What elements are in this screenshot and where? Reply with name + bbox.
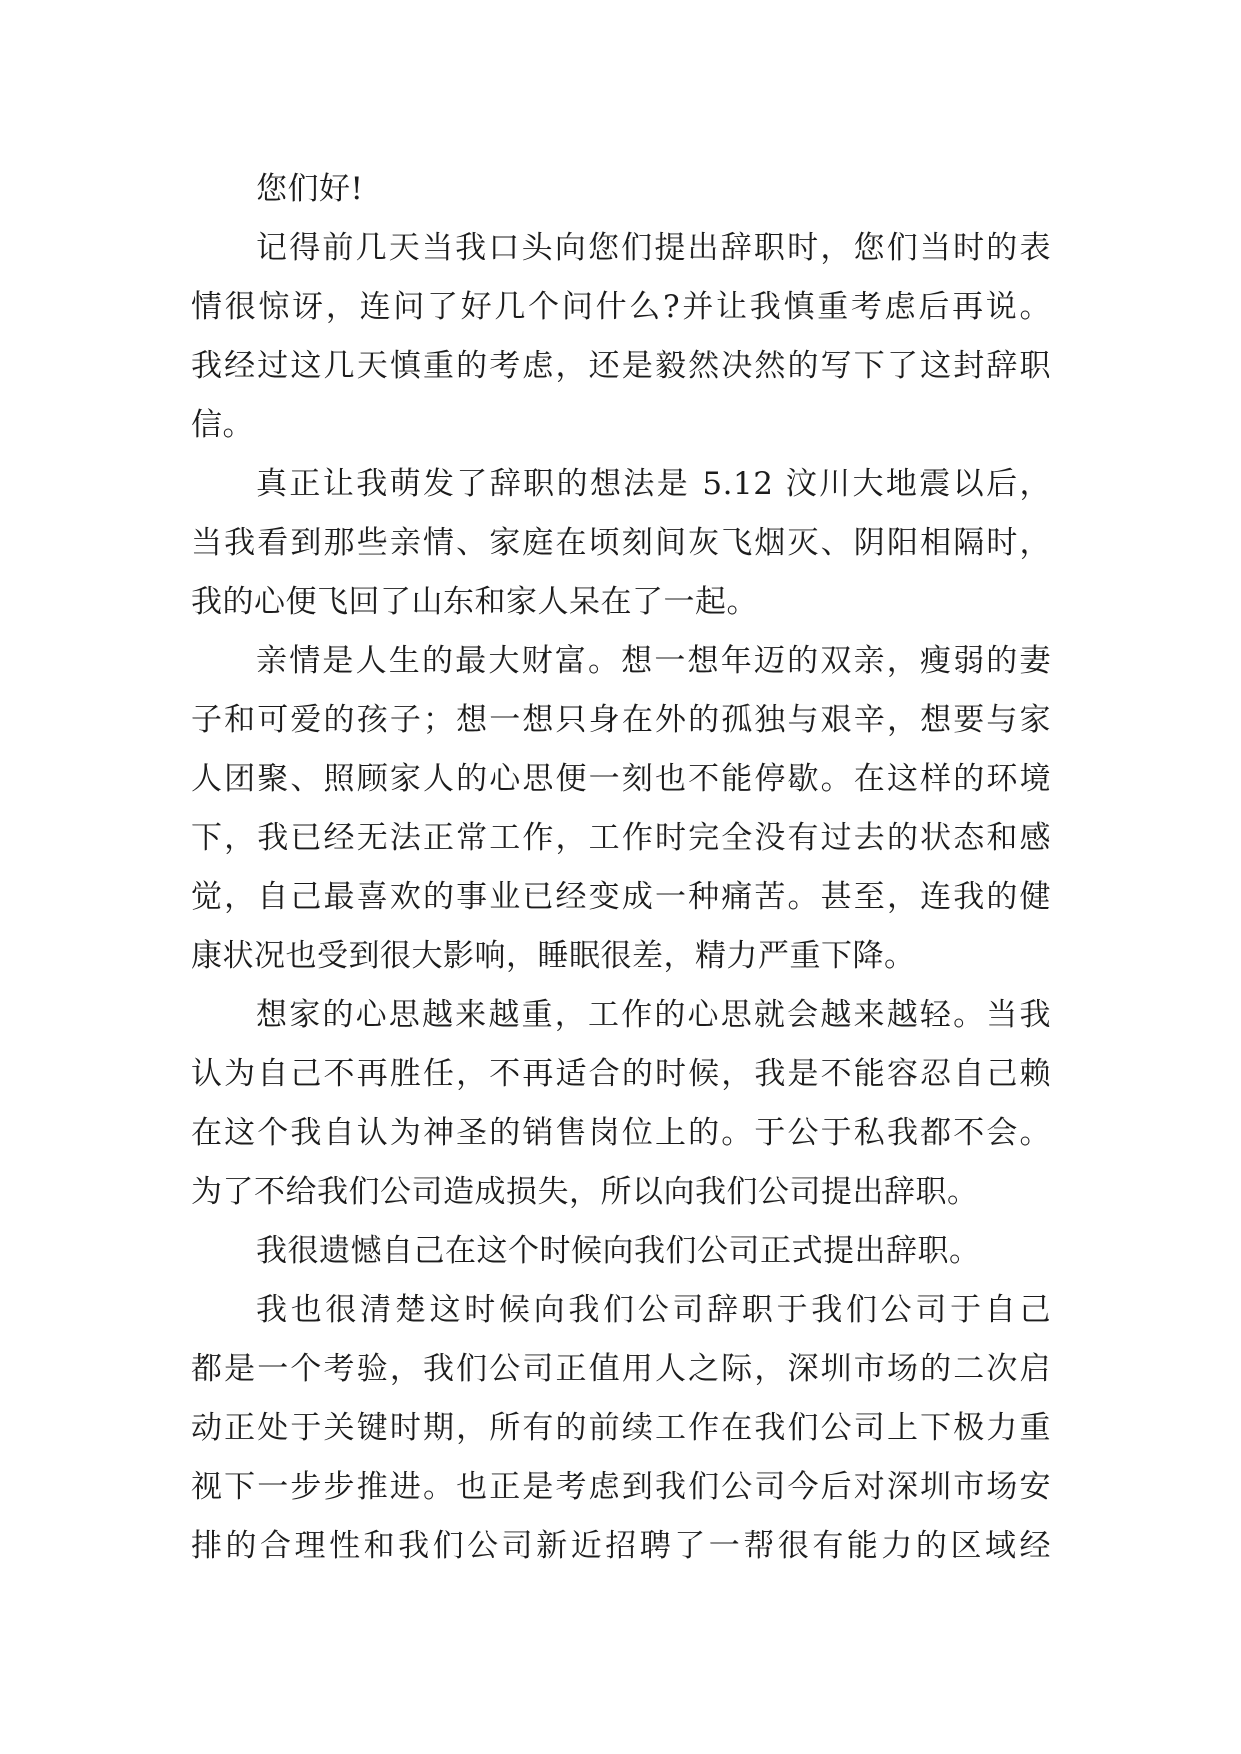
- text-line: 情很惊讶，连问了好几个问什么?并让我慎重考虑后再说。: [191, 289, 1051, 325]
- text-line: 真正让我萌发了辞职的想法是 5.12 汶川大地震以后，: [256, 466, 1051, 502]
- letter-body: [191, 160, 1051, 1576]
- text-line: 排的合理性和我们公司新近招聘了一帮很有能力的区域经: [191, 1528, 1051, 1564]
- text-line: 亲情是人生的最大财富。想一想年迈的双亲，瘦弱的妻: [256, 643, 1051, 679]
- text-line: 子和可爱的孩子；想一想只身在外的孤独与艰辛，想要与家: [191, 702, 1051, 738]
- text-line: 康状况也受到很大影响，睡眠很差，精力严重下降。: [191, 938, 916, 974]
- text-line: 动正处于关键时期，所有的前续工作在我们公司上下极力重: [191, 1410, 1051, 1446]
- text-line: 记得前几天当我口头向您们提出辞职时，您们当时的表: [256, 230, 1051, 266]
- text-line: 我经过这几天慎重的考虑，还是毅然决然的写下了这封辞职: [191, 348, 1051, 384]
- text-line: 您们好!: [256, 171, 364, 207]
- text-line: 想家的心思越来越重，工作的心思就会越来越轻。当我: [256, 997, 1051, 1033]
- text-line: 我很遗憾自己在这个时候向我们公司正式提出辞职。: [256, 1233, 981, 1269]
- text-line: 信。: [191, 407, 254, 443]
- text-line: 我也很清楚这时候向我们公司辞职于我们公司于自己: [256, 1292, 1051, 1328]
- text-line: 为了不给我们公司造成损失，所以向我们公司提出辞职。: [191, 1174, 979, 1210]
- text-line: 觉，自己最喜欢的事业已经变成一种痛苦。甚至，连我的健: [191, 879, 1051, 915]
- text-line: 下，我已经无法正常工作，工作时完全没有过去的状态和感: [191, 820, 1051, 856]
- text-line: 我的心便飞回了山东和家人呆在了一起。: [191, 584, 758, 620]
- text-line: 都是一个考验，我们公司正值用人之际，深圳市场的二次启: [191, 1351, 1051, 1387]
- text-line: 视下一步步推进。也正是考虑到我们公司今后对深圳市场安: [191, 1469, 1051, 1505]
- text-line: 认为自己不再胜任，不再适合的时候，我是不能容忍自己赖: [191, 1056, 1051, 1092]
- text-line: 人团聚、照顾家人的心思便一刻也不能停歇。在这样的环境: [191, 761, 1051, 797]
- text-line: 在这个我自认为神圣的销售岗位上的。于公于私我都不会。: [191, 1115, 1051, 1151]
- text-line: 当我看到那些亲情、家庭在顷刻间灰飞烟灭、阴阳相隔时，: [191, 525, 1051, 561]
